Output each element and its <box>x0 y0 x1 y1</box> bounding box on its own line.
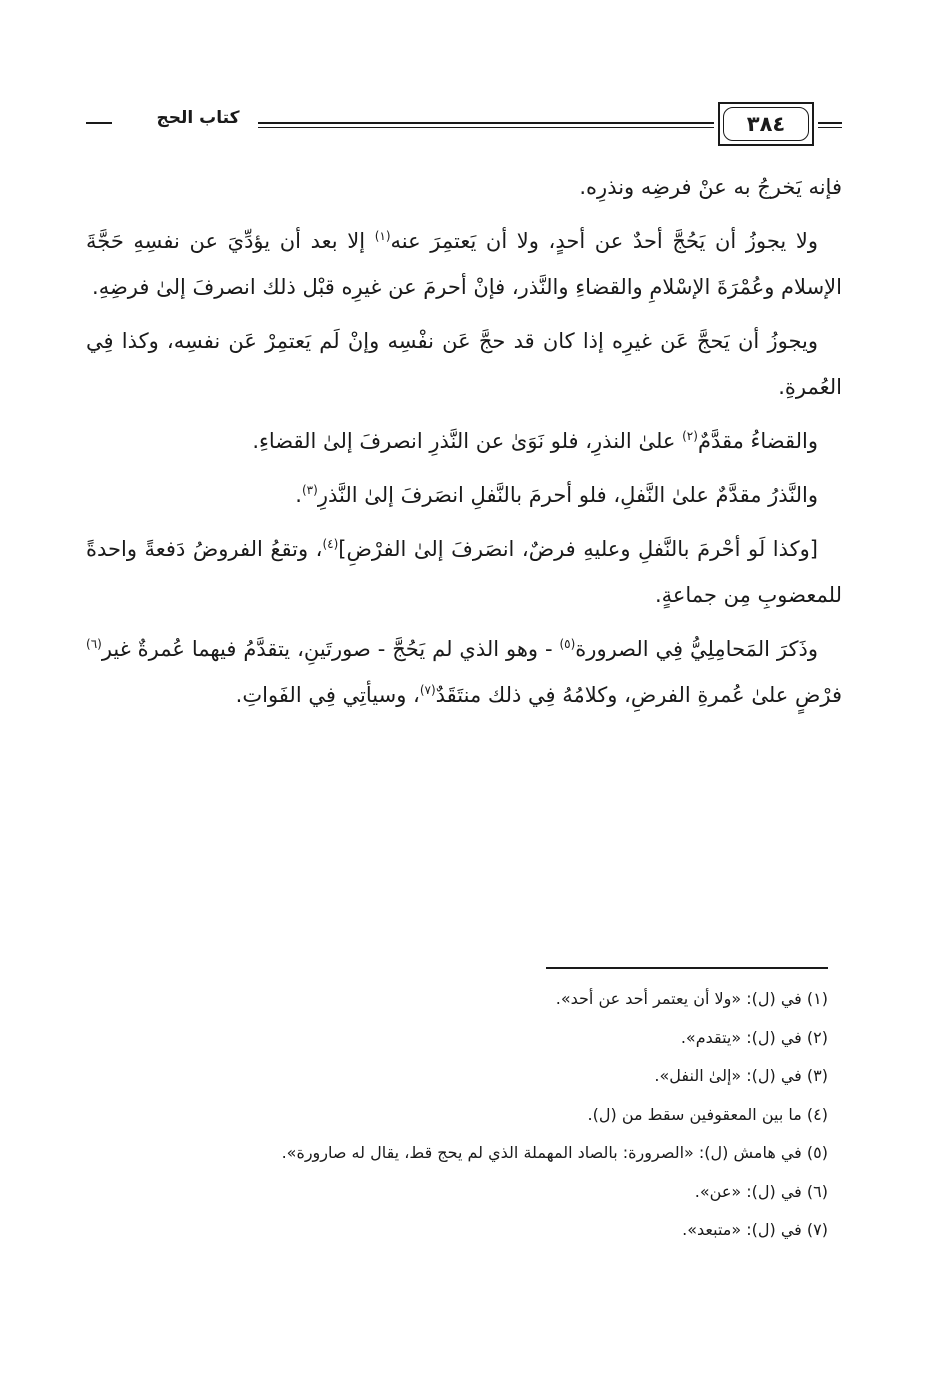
footnote-separator <box>546 967 828 969</box>
page-number: ٣٨٤ <box>723 107 809 141</box>
header-rule-right <box>818 122 842 124</box>
paragraph-text: ويجوزُ أن يَحجَّ عَن غيرِه إذا كان قد حجَّ عَن نفْسِه وإنْ لَم يَعتمِرْ عَن نفسِه، وكذا فِي العُمرةِ. <box>86 329 842 399</box>
paragraph-5 <box>86 472 842 518</box>
paragraph-text: ولا يجوزُ أن يَحُجَّ أحدٌ عن أحدٍ، ولا أن يَعتمِرَ عنه <box>390 229 818 253</box>
footnote-ref-4[interactable]: (٤) <box>322 537 339 551</box>
header-rule-right-thin <box>818 127 842 128</box>
paragraph-text: [وكذا لَو أحْرمَ بالنَّفلِ وعليهِ فرضٌ، انصَرفَ إلىٰ الفرْضِ] <box>338 537 818 561</box>
paragraph-text: وذَكرَ المَحامِلِيُّ فِي الصرورة <box>575 637 818 661</box>
footnote-ref-3[interactable]: (٣) <box>301 483 318 497</box>
footnote-ref-5[interactable]: (٥) <box>559 637 576 651</box>
header-rule-middle <box>258 122 714 124</box>
paragraph-4 <box>86 418 842 464</box>
footnote-ref-1[interactable]: (١) <box>374 229 391 243</box>
paragraph-1 <box>86 164 842 210</box>
footnotes <box>86 980 828 1250</box>
paragraph-text: ، وسيأتِي فِي الفَواتِ. <box>235 683 420 707</box>
page-header <box>86 96 842 160</box>
footnote-6: (٦) في (ل): «عن». <box>694 1181 828 1201</box>
paragraph-text: إلا بعد أن يؤدِّيَ عن نفسِهِ حَجَّةَ الإسلام وعُمْرَةَ الإسْلامِ والقضاءِ والنَّذر، فإنْ أحرمَ عن غيرِه قبْل ذلك انصرفَ إلىٰ فرضِهِ. <box>86 229 842 299</box>
paragraph-text: فإنه يَخرجُ به عنْ فرضِه ونذرِه. <box>579 175 842 199</box>
page-number-frame <box>718 102 814 146</box>
footnote-4: (٤) ما بين المعقوفين سقط من (ل). <box>587 1104 828 1124</box>
running-title: كتاب الحج <box>156 108 240 128</box>
paragraph-text: - وهو الذي لم يَحُجَّ - صورتَينِ، يتقدَّمُ فيهما عُمرةٌ غير <box>101 637 560 661</box>
footnote-5: (٥) في هامش (ل): «الصرورة: بالصاد المهملة الذي لم يحج قط، يقال له صارورة». <box>281 1143 828 1162</box>
footnote-2: (٢) في (ل): «يتقدم». <box>680 1027 828 1047</box>
paragraph-text: ، وتقعُ الفروضُ دَفعةً واحدةً للمعضوبِ مِن جماعةٍ. <box>86 537 842 607</box>
footnote-ref-6[interactable]: (٦) <box>86 637 102 651</box>
footnote-ref-2[interactable]: (٢) <box>682 429 698 443</box>
paragraph-6 <box>86 526 842 618</box>
paragraph-3 <box>86 318 842 410</box>
header-rule-left <box>86 122 112 124</box>
paragraph-text: علىٰ النذرِ، فلو نَوَىٰ عن النَّذرِ انصرفَ إلىٰ القضاءِ. <box>252 429 683 453</box>
header-rule-middle-thin <box>258 127 714 128</box>
footnote-1: (١) في (ل): «ولا أن يعتمر أحد عن أحد». <box>555 989 828 1008</box>
main-text <box>86 164 842 726</box>
paragraph-text: والقضاءُ مقدَّمٌ <box>697 429 818 453</box>
footnote-ref-7[interactable]: (٧) <box>419 683 436 697</box>
paragraph-text: . <box>295 483 302 507</box>
paragraph-text: فرْضٍ علىٰ عُمرةِ الفرضِ، وكلامُهُ فِي ذلك منتَقَدٌ <box>435 683 842 707</box>
paragraph-text: والنَّذرُ مقدَّمٌ علىٰ النَّفلِ، فلو أحرمَ بالنَّفلِ انصَرفَ إلىٰ النَّذرِ <box>317 483 818 507</box>
footnote-7: (٧) في (ل): «متبعد». <box>682 1220 828 1239</box>
paragraph-2 <box>86 218 842 310</box>
paragraph-7 <box>86 626 842 718</box>
footnote-3: (٣) في (ل): «إلىٰ النفل». <box>654 1066 828 1085</box>
